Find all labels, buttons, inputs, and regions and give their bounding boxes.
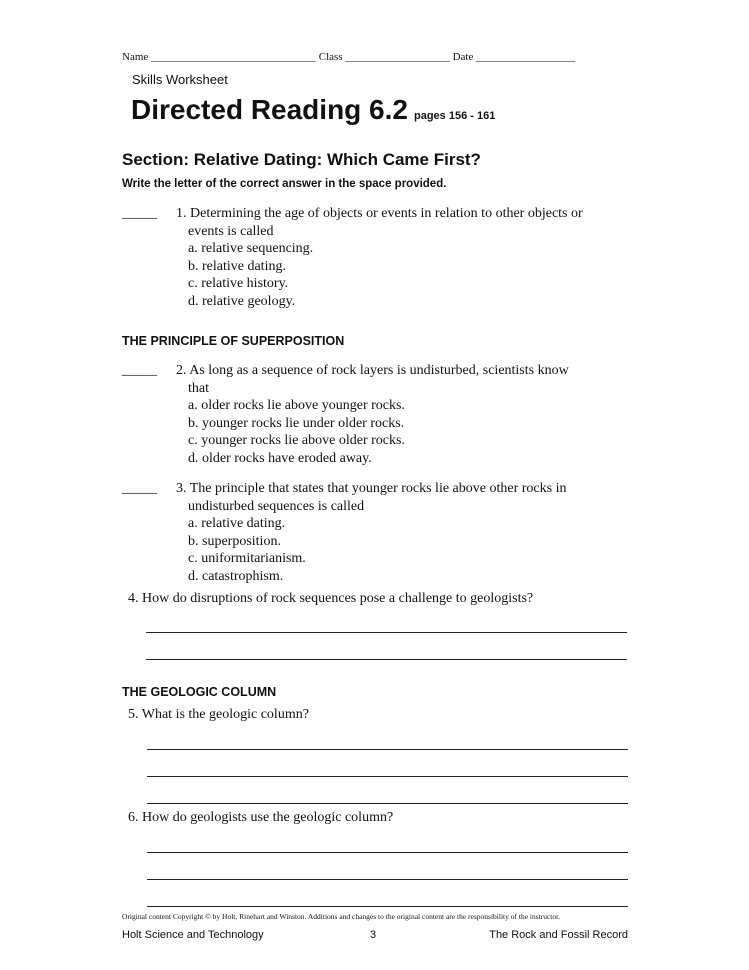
heading-superposition: THE PRINCIPLE OF SUPERPOSITION — [122, 334, 345, 348]
option: d. catastrophism. — [188, 568, 284, 584]
question-3-line-2: undisturbed sequences is called — [188, 498, 365, 514]
question-1 — [122, 205, 642, 315]
answer-line[interactable] — [147, 852, 628, 853]
question-2 — [122, 362, 642, 472]
answer-line[interactable] — [147, 879, 628, 880]
question-2-line-2: that — [188, 380, 209, 396]
name-class-date-header: Name ______________________________ Class ___________________ Date __________________ — [122, 51, 576, 63]
question-4-text: 4. How do disruptions of rock sequences pose a challenge to geologists? — [128, 591, 534, 606]
question-6-text: 6. How do geologists use the geologic column? — [128, 810, 394, 825]
skills-worksheet-label: Skills Worksheet — [132, 72, 228, 87]
question-5-text: 5. What is the geologic column? — [128, 707, 309, 722]
answer-blank-2[interactable]: _____ — [122, 363, 157, 378]
question-3-options — [188, 515, 588, 585]
answer-blank-3[interactable]: _____ — [122, 481, 157, 496]
option: c. uniformitarianism. — [188, 551, 306, 566]
option: c. relative history. — [188, 276, 289, 291]
question-2-text — [176, 362, 631, 397]
question-2-options — [188, 397, 588, 467]
page-number: 3 — [370, 929, 377, 941]
question-1-text — [176, 205, 631, 240]
question-2-line-1: 2. As long as a sequence of rock layers is undisturbed, scientists know — [176, 363, 569, 378]
footer-publisher: Holt Science and Technology — [122, 929, 264, 941]
question-1-line-2: events is called — [188, 223, 274, 239]
option: c. younger rocks lie above older rocks. — [188, 433, 405, 448]
answer-line[interactable] — [146, 632, 627, 633]
title-row — [131, 94, 495, 126]
option: a. older rocks lie above younger rocks. — [188, 398, 405, 413]
option: a. relative sequencing. — [188, 241, 314, 256]
page-title: Directed Reading 6.2 — [131, 94, 408, 125]
question-1-line-1: 1. Determining the age of objects or events in relation to other objects or — [176, 206, 583, 221]
answer-line[interactable] — [147, 749, 628, 750]
copyright-notice: Original content Copyright © by Holt, Rinehart and Winston. Additions and changes to the original content are the responsibility of the instructor. — [122, 912, 561, 921]
instruction-text: Write the letter of the correct answer in the space provided. — [122, 178, 447, 190]
section-title: Section: Relative Dating: Which Came First? — [122, 150, 481, 169]
answer-blank-1[interactable]: _____ — [122, 206, 157, 221]
page-footer — [122, 929, 628, 943]
answer-line[interactable] — [147, 906, 628, 907]
option: d. older rocks have eroded away. — [188, 450, 372, 466]
option: b. younger rocks lie under older rocks. — [188, 415, 405, 431]
option: b. relative dating. — [188, 258, 286, 274]
question-3-line-1: 3. The principle that states that younger rocks lie above other rocks in — [176, 481, 567, 496]
option: d. relative geology. — [188, 293, 296, 309]
heading-geologic-column: THE GEOLOGIC COLUMN — [122, 685, 277, 699]
answer-line[interactable] — [147, 803, 628, 804]
question-3 — [122, 480, 642, 590]
question-3-text — [176, 480, 631, 515]
footer-chapter-title: The Rock and Fossil Record — [489, 929, 628, 941]
answer-line[interactable] — [146, 659, 627, 660]
question-1-options — [188, 240, 588, 310]
answer-line[interactable] — [147, 776, 628, 777]
option: b. superposition. — [188, 533, 281, 549]
option: a. relative dating. — [188, 516, 286, 531]
page-range: pages 156 - 161 — [413, 110, 496, 122]
